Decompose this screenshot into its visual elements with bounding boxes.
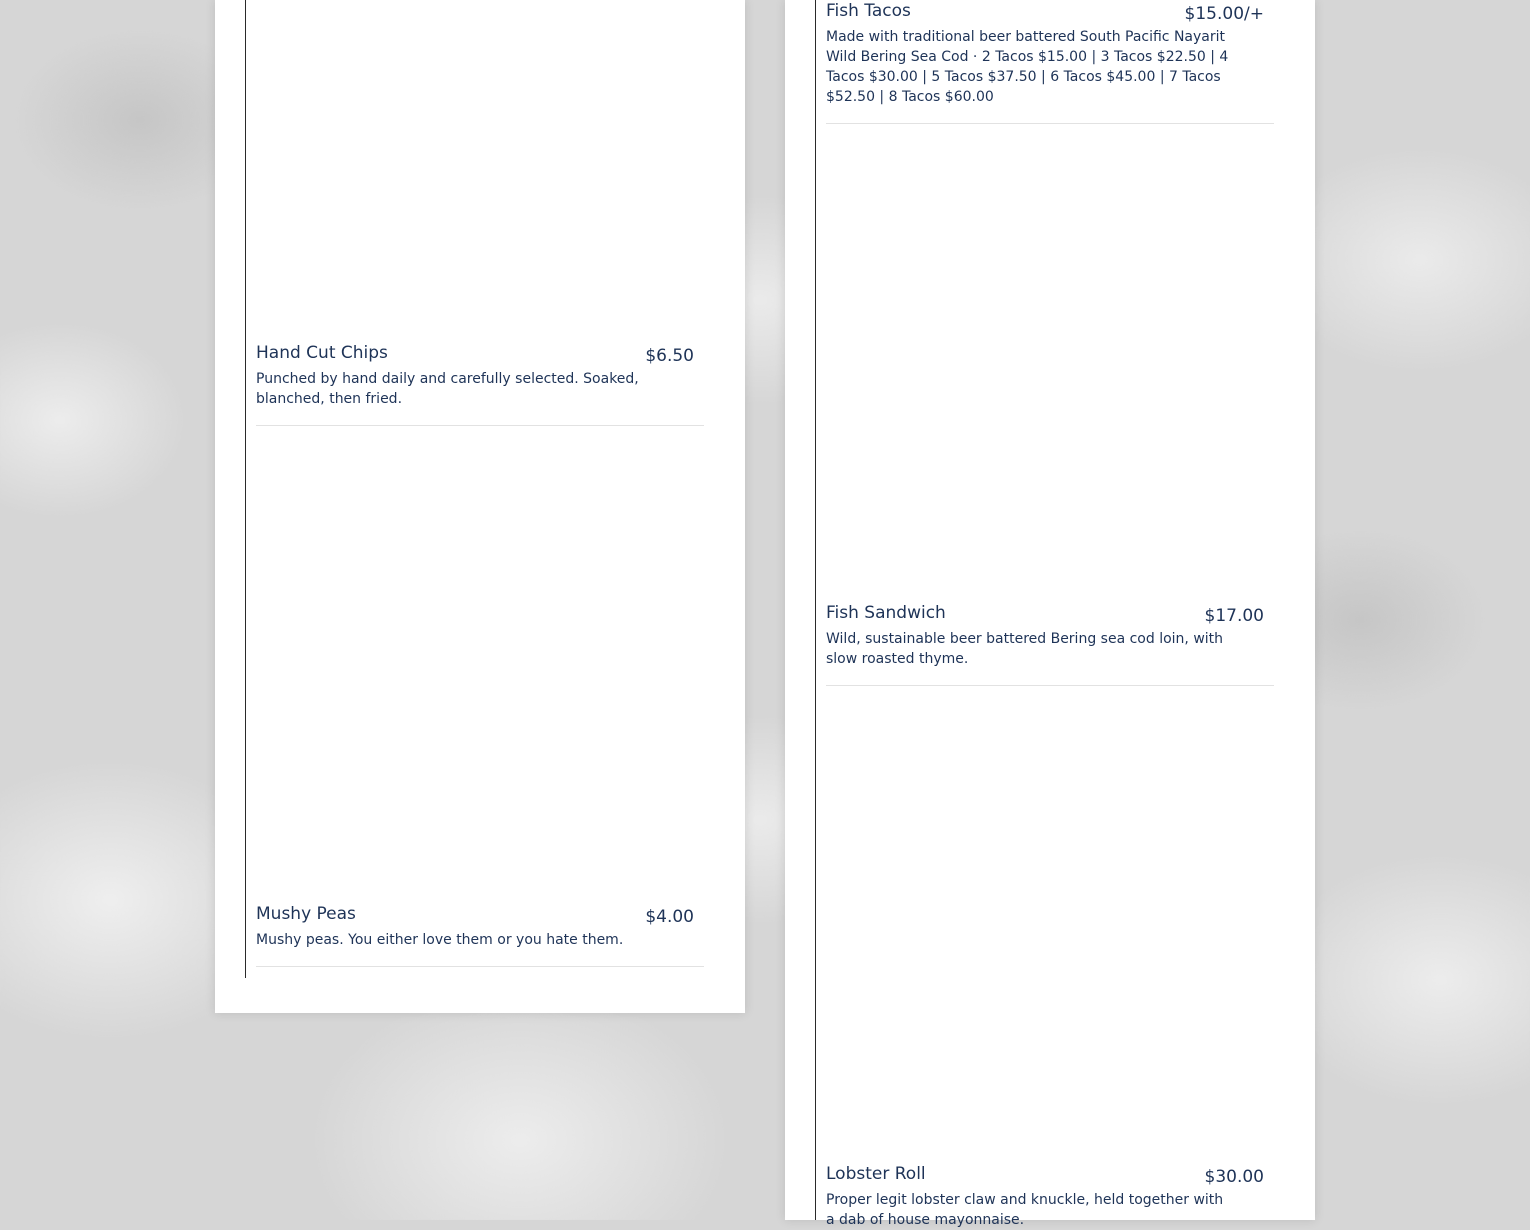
menu-item-name: Hand Cut Chips [256,343,388,363]
menu-panel-right [785,0,1315,1228]
menu-item-name: Lobster Roll [826,1164,926,1184]
menu-item-lobster-roll[interactable] [826,1164,1274,1230]
menu-panel-left [215,0,745,1013]
column-divider-line [815,0,816,1220]
menu-item-price: $30.00 [1204,1167,1264,1187]
menu-item-description: Punched by hand daily and carefully selected. Soaked, blanched, then fried. [256,371,639,407]
menu-item-name: Mushy Peas [256,904,356,924]
item-separator [826,123,1274,124]
menu-item-description: Wild, sustainable beer battered Bering sea cod loin, with slow roasted thyme. [826,631,1224,667]
menu-item-hand-cut-chips[interactable] [256,343,704,426]
menu-item-price: $4.00 [645,907,694,927]
menu-item-price: $15.00/+ [1184,4,1264,24]
menu-item-fish-sandwich[interactable] [826,603,1274,686]
item-separator [256,966,704,967]
menu-item-description: Mushy peas. You either love them or you hate them. [256,932,624,948]
menu-item-name: Fish Sandwich [826,603,946,623]
menu-item-name: Fish Tacos [826,1,911,21]
item-separator [826,685,1274,686]
item-separator [256,425,704,426]
menu-item-price: $6.50 [645,346,694,366]
menu-item-description: Proper legit lobster claw and knuckle, held together with a dab of house mayonnaise. [826,1192,1224,1228]
column-divider-line [245,0,246,978]
menu-item-fish-tacos[interactable] [826,1,1274,124]
menu-item-price: $17.00 [1204,606,1264,626]
menu-item-mushy-peas[interactable] [256,904,704,967]
menu-item-description: Made with traditional beer battered South Pacific Nayarit Wild Bering Sea Cod · 2 Tacos $15.00 | 3 Tacos $22.50 | 4 Tacos $30.00 | 5 Tacos $37.50 | 6 Tacos $45.00 | 7 Tacos $52.50 | 8 Tacos $60.00 [826,29,1229,105]
